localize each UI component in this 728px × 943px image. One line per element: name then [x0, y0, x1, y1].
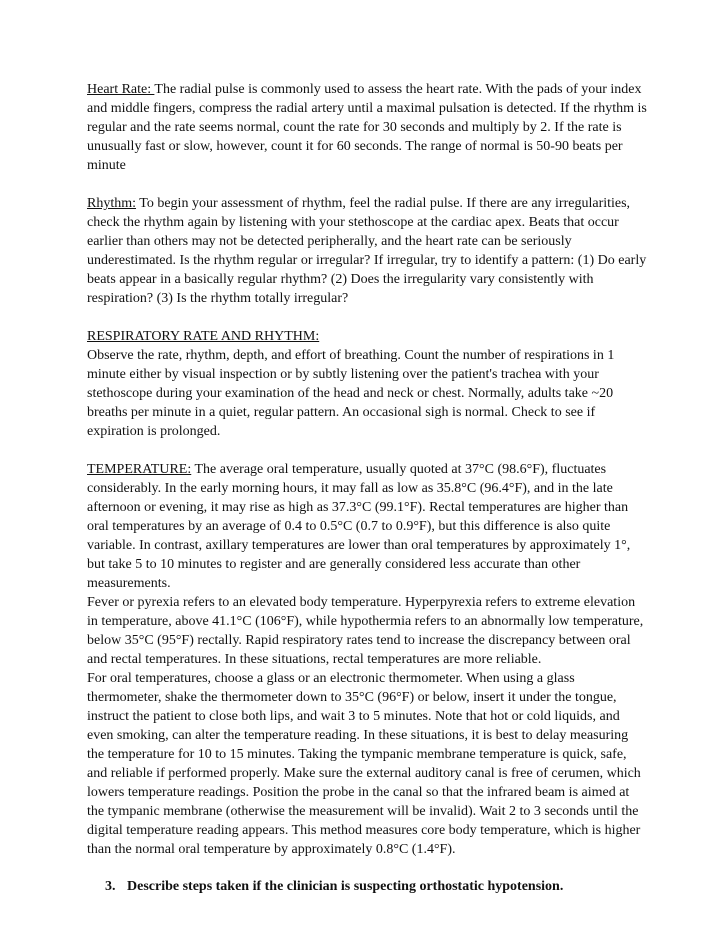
oral-temperature-paragraph: For oral temperatures, choose a glass or an electronic thermometer. When using a glass thermometer, shake the thermometer down to 35°C (96°F) or below, insert it under the tongue, instruct the patient to close both lips, and wait 3 to 5 minutes. Note that hot or cold liquids, and even smoking, can alter the temperature reading. In these situations, it is best to delay measuring the temperature for 10 to 15 minutes. Taking the tympanic membrane temperature is quick, safe, and reliable if performed properly. Make sure the external auditory canal is free of cerumen, which lowers temperature readings. Position the probe in the canal so that the infrared beam is aimed at the tympanic membrane (otherwise the measurement will be invalid). Wait 2 to 3 seconds until the digital temperature reading appears. This method measures core body temperature, which is higher than the normal oral temperature by approximately 0.8°C (1.4°F). — [87, 671, 641, 857]
fever-paragraph: Fever or pyrexia refers to an elevated body temperature. Hyperpyrexia refers to extreme elevation in temperature, above 41.1°C (106°F), while hypothermia refers to an abnormally low temperature, below 35°C (95°F) rectally. Rapid respiratory rates tend to increase the discrepancy between oral and rectal temperatures. In these situations, rectal temperatures are more reliable. — [87, 595, 644, 667]
rhythm-paragraph — [87, 194, 647, 308]
document-page — [87, 80, 647, 896]
heart-rate-text: The radial pulse is commonly used to assess the heart rate. With the pads of your index and middle fingers, compress the radial artery until a maximal pulsation is detected. If the rhythm is regular and the rate seems normal, count the rate for 30 seconds and multiply by 2. If the rate is unusually fast or slow, however, count it for 60 seconds. The range of normal is 50-90 beats per minute — [87, 82, 647, 173]
question-item — [87, 877, 647, 896]
respiratory-heading: RESPIRATORY RATE AND RHYTHM: — [87, 329, 320, 344]
question-text: Describe steps taken if the clinician is suspecting orthostatic hypotension. — [127, 879, 564, 894]
temperature-heading: TEMPERATURE: — [87, 462, 192, 477]
respiratory-text: Observe the rate, rhythm, depth, and effort of breathing. Count the number of respirations in 1 minute either by visual inspection or by subtly listening over the patient's trachea with your stethoscope during your examination of the head and neck or chest. Normally, adults take ~20 breaths per minute in a quiet, regular pattern. An occasional sigh is normal. Check to see if expiration is prolonged. — [87, 348, 615, 439]
respiratory-paragraph — [87, 327, 647, 441]
heart-rate-paragraph — [87, 80, 647, 175]
question-number: 3. — [105, 879, 116, 894]
temperature-text: The average oral temperature, usually quoted at 37°C (98.6°F), fluctuates considerably. In the early morning hours, it may fall as low as 35.8°C (96.4°F), and in the late afternoon or evening, it may rise as high as 37.3°C (99.1°F). Rectal temperatures are higher than oral temperatures by an average of 0.4 to 0.5°C (0.7 to 0.9°F), but this difference is also quite variable. In contrast, axillary temperatures are lower than oral temperatures by approximately 1°, but take 5 to 10 minutes to register and are generally considered less accurate than other measurements. — [87, 462, 631, 591]
heart-rate-heading: Heart Rate: — [87, 82, 155, 97]
temperature-paragraph — [87, 460, 647, 593]
rhythm-heading: Rhythm: — [87, 196, 137, 211]
rhythm-text: To begin your assessment of rhythm, feel the radial pulse. If there are any irregularities, check the rhythm again by listening with your stethoscope at the cardiac apex. Beats that occur earlier than others may not be detected peripherally, and the heart rate can be seriously underestimated. Is the rhythm regular or irregular? If irregular, try to identify a pattern: (1) Do early beats appear in a basically regular rhythm? (2) Does the irregularity vary consistently with respiration? (3) Is the rhythm totally irregular? — [87, 196, 647, 306]
